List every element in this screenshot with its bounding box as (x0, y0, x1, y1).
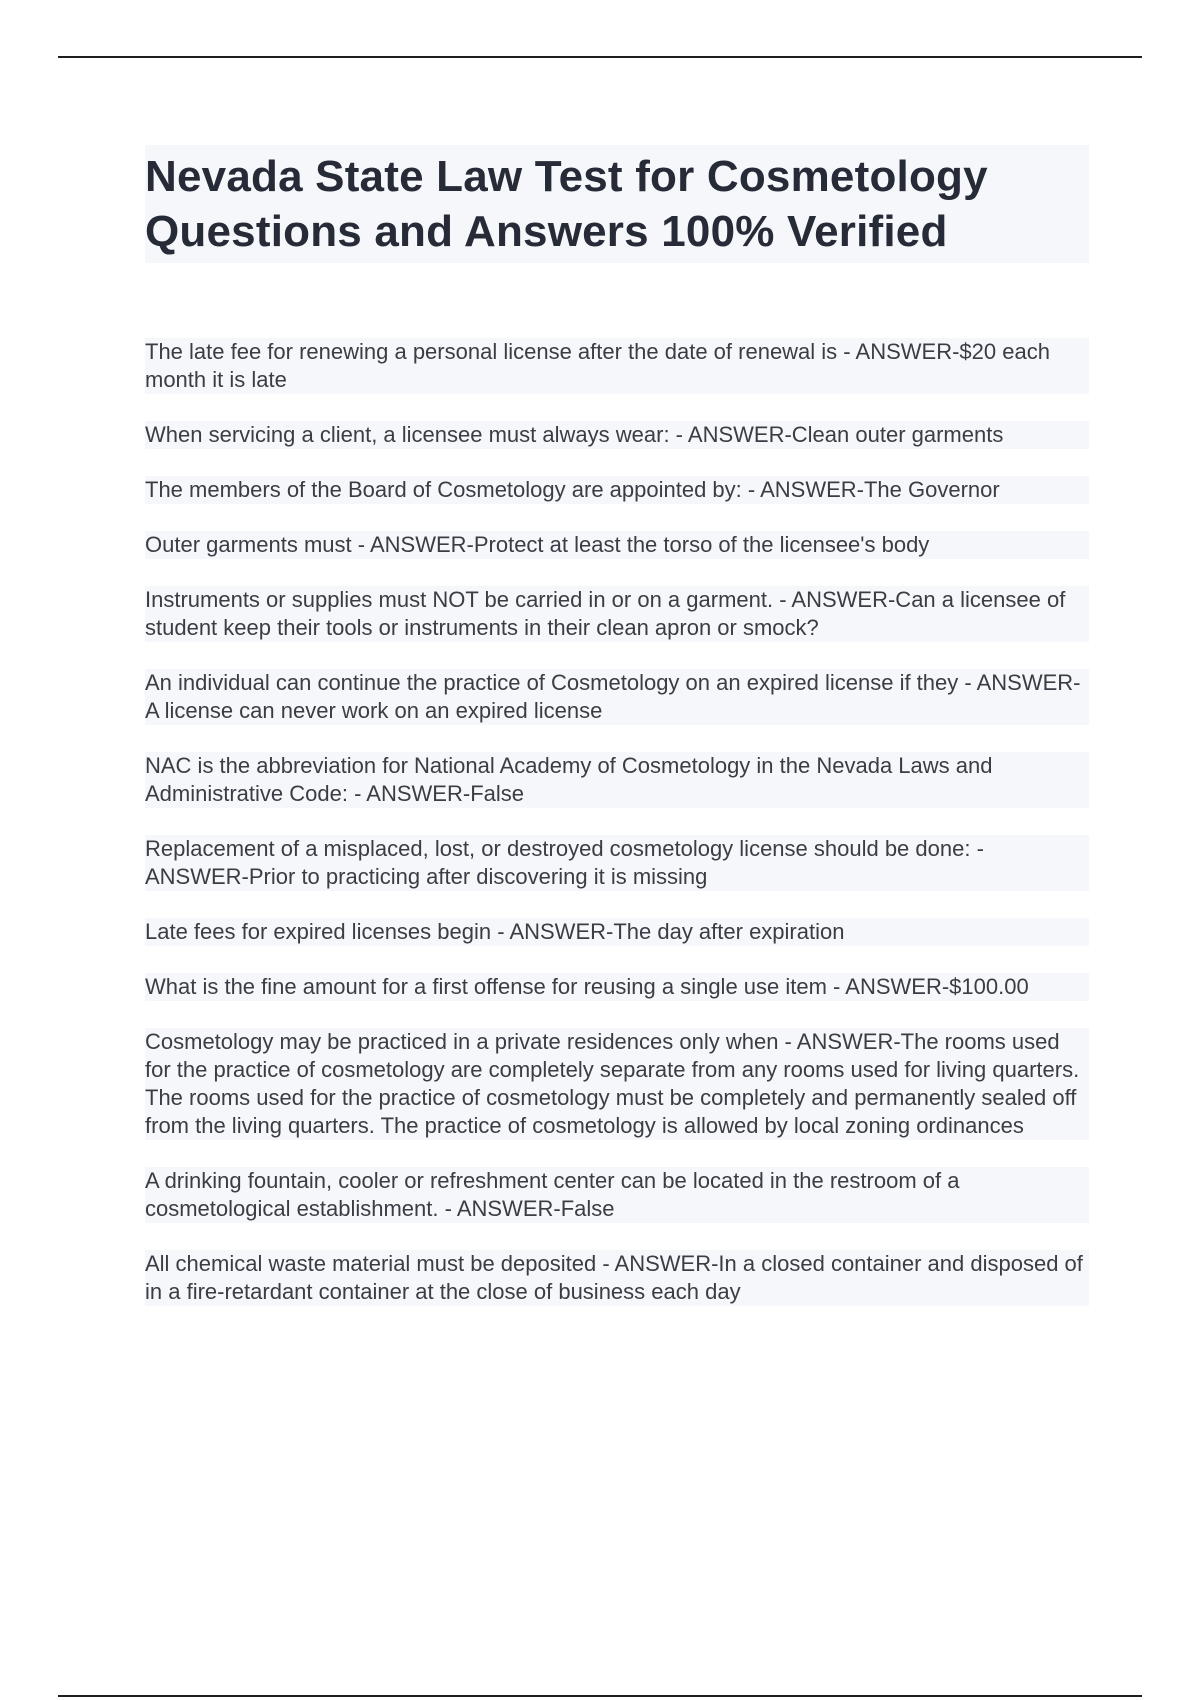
document-title: Nevada State Law Test for Cosmetology Questions and Answers 100% Verified (145, 152, 988, 256)
qa-text: When servicing a client, a licensee must always wear: - ANSWER-Clean outer garments (145, 422, 1004, 447)
qa-text: An individual can continue the practice of Cosmetology on an expired license if they - ANSWER-A license can never work on an expired license (145, 670, 1081, 723)
title-block (145, 145, 1089, 263)
top-divider (58, 56, 1142, 58)
qa-item (145, 669, 1089, 725)
qa-item (145, 586, 1089, 642)
qa-text: Late fees for expired licenses begin - ANSWER-The day after expiration (145, 919, 845, 944)
qa-item (145, 835, 1089, 891)
qa-item (145, 973, 1089, 1001)
qa-item (145, 1250, 1089, 1306)
qa-text: All chemical waste material must be deposited - ANSWER-In a closed container and disposed of in a fire-retardant container at the close of business each day (145, 1251, 1083, 1304)
qa-list (145, 338, 1089, 1333)
qa-text: Cosmetology may be practiced in a private residences only when - ANSWER-The rooms used for the practice of cosmetology are completely separate from any rooms used for living quarters. The rooms used for the practice of cosmetology must be completely and permanently sealed off from the living quarters. The practice of cosmetology is allowed by local zoning ordinances (145, 1029, 1080, 1138)
qa-text: A drinking fountain, cooler or refreshment center can be located in the restroom of a cosmetological establishment. - ANSWER-False (145, 1168, 960, 1221)
qa-text: Instruments or supplies must NOT be carried in or on a garment. - ANSWER-Can a licensee of student keep their tools or instruments in their clean apron or smock? (145, 587, 1066, 640)
qa-item (145, 1167, 1089, 1223)
qa-item (145, 531, 1089, 559)
qa-text: Replacement of a misplaced, lost, or destroyed cosmetology license should be done: - ANSWER-Prior to practicing after discovering it is missing (145, 836, 984, 889)
qa-text: Outer garments must - ANSWER-Protect at least the torso of the licensee's body (145, 532, 930, 557)
qa-text: The members of the Board of Cosmetology are appointed by: - ANSWER-The Governor (145, 477, 1000, 502)
qa-item (145, 476, 1089, 504)
qa-item (145, 918, 1089, 946)
bottom-divider (58, 1695, 1142, 1697)
qa-text: What is the fine amount for a first offense for reusing a single use item - ANSWER-$100.00 (145, 974, 1029, 999)
qa-text: NAC is the abbreviation for National Academy of Cosmetology in the Nevada Laws and Administrative Code: - ANSWER-False (145, 753, 993, 806)
qa-item (145, 1028, 1089, 1140)
qa-item (145, 421, 1089, 449)
qa-item (145, 752, 1089, 808)
qa-text: The late fee for renewing a personal license after the date of renewal is - ANSWER-$20 each month it is late (145, 339, 1050, 392)
qa-item (145, 338, 1089, 394)
